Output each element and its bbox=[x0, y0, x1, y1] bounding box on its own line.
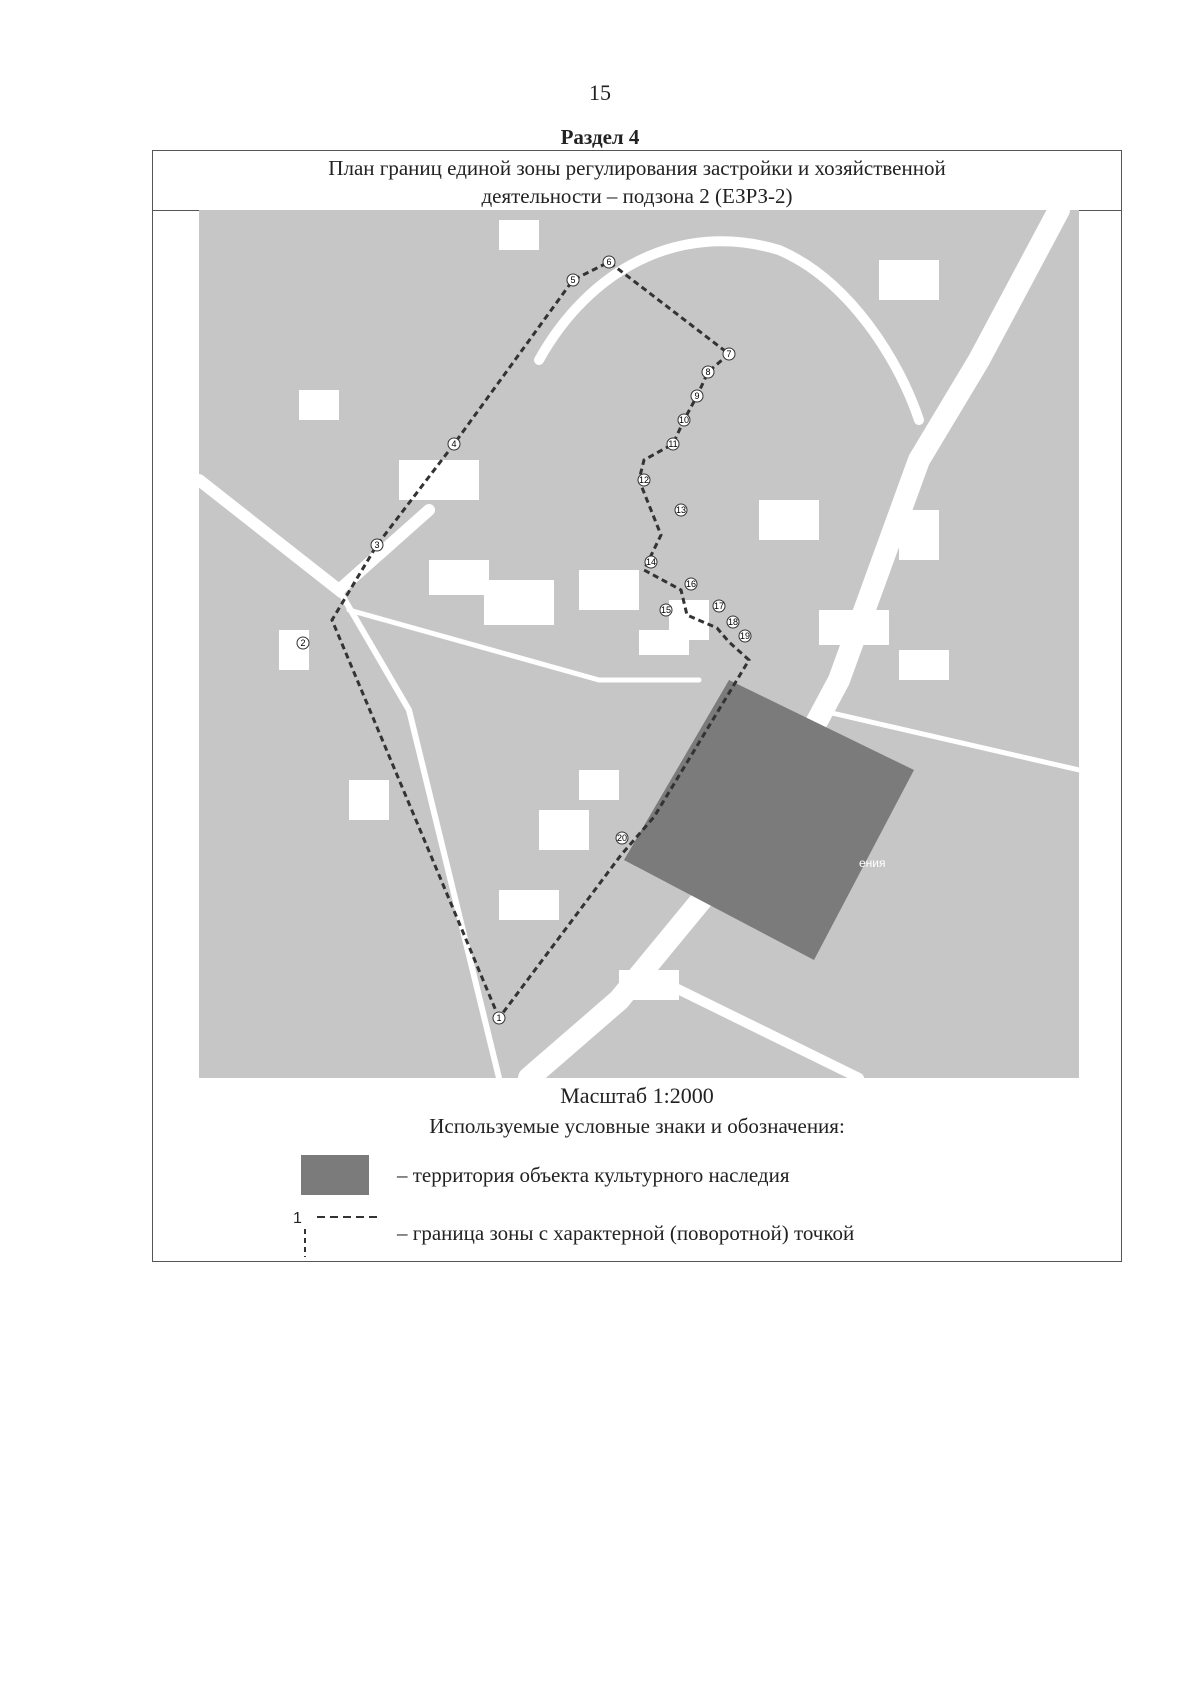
boundary-point-label: 11 bbox=[668, 439, 678, 449]
boundary-point-label: 17 bbox=[713, 601, 725, 611]
boundary-point-label: 6 bbox=[606, 257, 612, 267]
legend-heritage-text: – территория объекта культурного наследия bbox=[397, 1163, 790, 1187]
boundary-point-17 bbox=[713, 600, 725, 612]
section-title: Раздел 4 bbox=[560, 125, 640, 149]
map-frame bbox=[152, 150, 1122, 1262]
boundary-point-14 bbox=[645, 556, 657, 568]
boundary-point-label: 2 bbox=[300, 638, 306, 648]
boundary-point-label: 12 bbox=[638, 475, 650, 485]
legend-heritage-swatch bbox=[301, 1155, 369, 1195]
boundary-point-10 bbox=[678, 414, 690, 426]
boundary-point-3 bbox=[371, 539, 383, 551]
boundary-point-19 bbox=[739, 630, 751, 642]
boundary-point-label: 7 bbox=[726, 349, 732, 359]
boundary-point-18 bbox=[727, 616, 739, 628]
boundary-point-5 bbox=[567, 274, 579, 286]
legend-caption: Используемые условные знаки и обозначения: bbox=[429, 1114, 845, 1138]
boundary-point-label: 19 bbox=[739, 631, 751, 641]
boundary-point-11 bbox=[667, 438, 679, 450]
boundary-point-label: 20 bbox=[616, 833, 628, 843]
boundary-point-label: 13 bbox=[675, 505, 687, 515]
boundary-point-16 bbox=[685, 578, 697, 590]
boundary-point-label: 15 bbox=[660, 605, 672, 615]
boundary-point-label: 14 bbox=[645, 557, 657, 567]
boundary-point-4 bbox=[448, 438, 460, 450]
boundary-point-label: 18 bbox=[727, 617, 739, 627]
boundary-point-label: 3 bbox=[374, 540, 380, 550]
boundary-point-8 bbox=[702, 366, 714, 378]
boundary-point-label: 5 bbox=[570, 275, 576, 285]
boundary-point-label: 1 bbox=[496, 1013, 502, 1023]
boundary-point-6 bbox=[603, 256, 615, 268]
map-title-box bbox=[153, 151, 1121, 211]
boundary-point-label: 9 bbox=[694, 391, 700, 401]
boundary-point-12 bbox=[638, 474, 650, 486]
boundary-point-label: 10 bbox=[678, 415, 690, 425]
map-label-fragment: ения bbox=[859, 856, 886, 870]
boundary-point-2 bbox=[297, 637, 309, 649]
boundary-point-20 bbox=[616, 832, 628, 844]
boundary-point-7 bbox=[723, 348, 735, 360]
boundary-point-9 bbox=[691, 390, 703, 402]
legend-boundary-symbol bbox=[291, 1209, 377, 1259]
legend-boundary-text: – граница зоны с характерной (поворотной) точкой bbox=[397, 1221, 855, 1245]
map-title-line-2: деятельности – подзона 2 (ЕЗРЗ-2) bbox=[481, 184, 793, 208]
boundary-point-13 bbox=[675, 504, 687, 516]
boundary-point-1 bbox=[493, 1012, 505, 1024]
boundary-point-label: 4 bbox=[451, 439, 457, 449]
boundary-point-15 bbox=[660, 604, 672, 616]
map-title-line-1: План границ единой зоны регулирования застройки и хозяйственной bbox=[328, 156, 946, 180]
map-scale: Масштаб 1:2000 bbox=[560, 1083, 714, 1108]
legend-point-label: 1 bbox=[293, 1210, 302, 1227]
cadastral-map bbox=[199, 210, 1079, 1078]
boundary-point-label: 8 bbox=[705, 367, 711, 377]
boundary-point-label: 16 bbox=[685, 579, 697, 589]
page-number: 15 bbox=[589, 80, 611, 105]
